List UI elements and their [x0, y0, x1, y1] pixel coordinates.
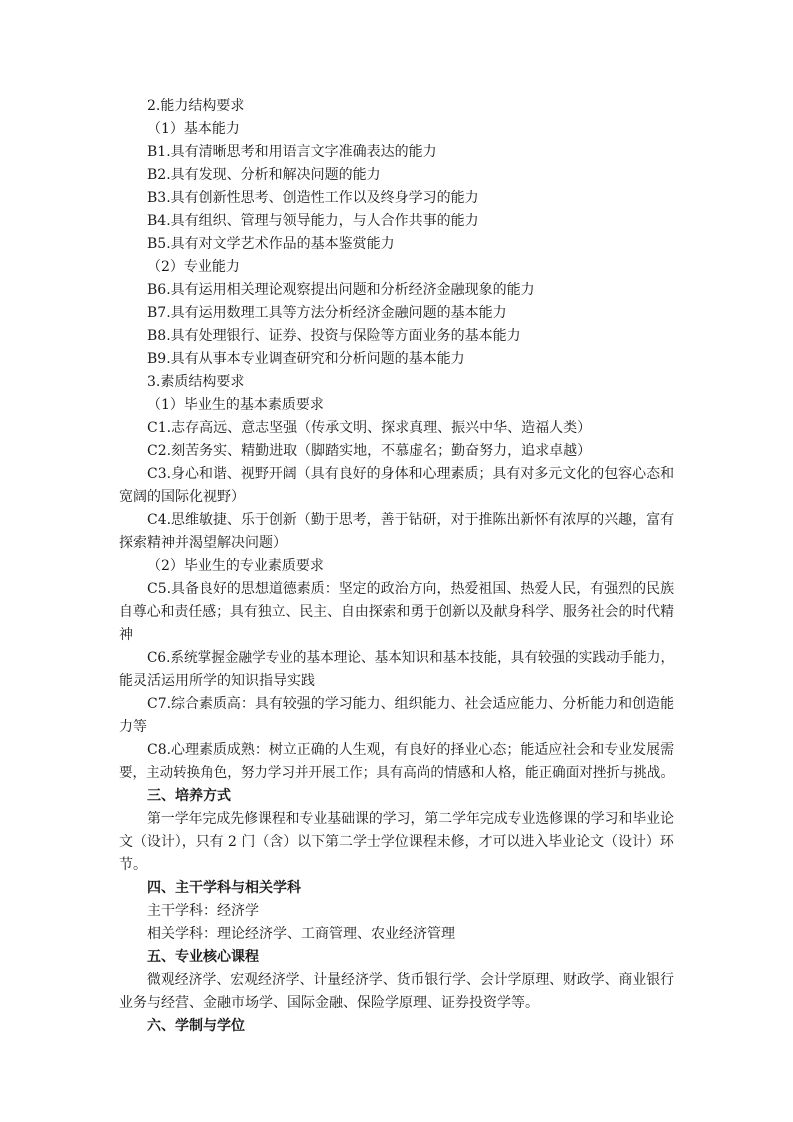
section-heading-core-courses: 五、专业核心课程: [147, 949, 259, 965]
item-c6-line2: 能灵活运用所学的知识指导实践: [119, 673, 315, 689]
item-c6-line1: C6.系统掌握金融学专业的基本理论、基本知识和基本技能，具有较强的实践动手能力，: [147, 650, 675, 666]
item-c7-line1: C7.综合素质高：具有较强的学习能力、组织能力、社会适应能力、分析能力和创造能: [147, 696, 675, 712]
item-b9: B9.具有从事本专业调查研究和分析问题的基本能力: [147, 351, 465, 367]
training-mode-line2: 文（设计），只有 2 门（含）以下第二学士学位课程未修，才可以进入毕业论文（设计）环: [119, 834, 674, 850]
item-c8-line2: 要，主动转换角色，努力学习并开展工作；具有高尚的情感和人格，能正确面对挫折与挑战。: [119, 765, 675, 781]
item-c4-line1: C4.思维敏捷、乐于创新（勤于思考，善于钻研，对于推陈出新怀有浓厚的兴趣，富有: [147, 512, 675, 528]
item-c3-line2: 宽阔的国际化视野）: [119, 489, 245, 505]
subheading-professional-ability: （2）专业能力: [147, 259, 240, 275]
heading-ability-structure: 2.能力结构要求: [147, 98, 245, 114]
item-c7-line2: 力等: [119, 719, 147, 735]
training-mode-line3: 节。: [119, 857, 147, 873]
main-discipline: 主干学科：经济学: [147, 903, 259, 919]
section-heading-duration-degree: 六、学制与学位: [147, 1018, 245, 1034]
related-disciplines: 相关学科：理论经济学、工商管理、农业经济管理: [147, 926, 455, 942]
item-b3: B3.具有创新性思考、创造性工作以及终身学习的能力: [147, 190, 479, 206]
item-b6: B6.具有运用相关理论观察提出问题和分析经济金融现象的能力: [147, 282, 535, 298]
item-c3-line1: C3.身心和谐、视野开阔（具有良好的身体和心理素质；具有对多元文化的包容心态和: [147, 466, 675, 482]
training-mode-line1: 第一学年完成先修课程和专业基础课的学习，第二学年完成专业选修课的学习和毕业论: [147, 811, 674, 827]
item-c2: C2.刻苦务实、精勤进取（脚踏实地，不慕虚名；勤奋努力，追求卓越）: [147, 443, 592, 459]
item-c8-line1: C8.心理素质成熟：树立正确的人生观，有良好的择业心态；能适应社会和专业发展需: [147, 742, 675, 758]
item-b5: B5.具有对文学艺术作品的基本鉴赏能力: [147, 236, 395, 252]
item-b1: B1.具有清晰思考和用语言文字准确表达的能力: [147, 144, 437, 160]
item-c5-line1: C5.具备良好的思想道德素质：坚定的政治方向，热爱祖国、热爱人民，有强烈的民族: [147, 581, 675, 597]
section-heading-disciplines: 四、主干学科与相关学科: [147, 880, 301, 896]
item-b4: B4.具有组织、管理与领导能力，与人合作共事的能力: [147, 213, 479, 229]
subheading-professional-quality: （2）毕业生的专业素质要求: [147, 558, 324, 574]
heading-quality-structure: 3.素质结构要求: [147, 374, 245, 390]
subheading-basic-quality: （1）毕业生的基本素质要求: [147, 397, 324, 413]
item-c5-line2: 自尊心和责任感；具有独立、民主、自由探索和勇于创新以及献身科学、服务社会的时代精: [119, 604, 675, 620]
item-b8: B8.具有处理银行、证券、投资与保险等方面业务的基本能力: [147, 328, 521, 344]
core-courses-line1: 微观经济学、宏观经济学、计量经济学、货币银行学、会计学原理、财政学、商业银行: [147, 972, 674, 988]
item-b2: B2.具有发现、分析和解决问题的能力: [147, 167, 381, 183]
item-c4-line2: 探索精神并渴望解决问题）: [119, 535, 287, 551]
item-b7: B7.具有运用数理工具等方法分析经济金融问题的基本能力: [147, 305, 507, 321]
item-c1: C1.志存高远、意志坚强（传承文明、探求真理、振兴中华、造福人类）: [147, 420, 592, 436]
item-c5-line3: 神: [119, 627, 133, 643]
section-heading-training-mode: 三、培养方式: [147, 788, 231, 804]
subheading-basic-ability: （1）基本能力: [147, 121, 240, 137]
core-courses-line2: 业务与经营、金融市场学、国际金融、保险学原理、证券投资学等。: [119, 995, 539, 1011]
